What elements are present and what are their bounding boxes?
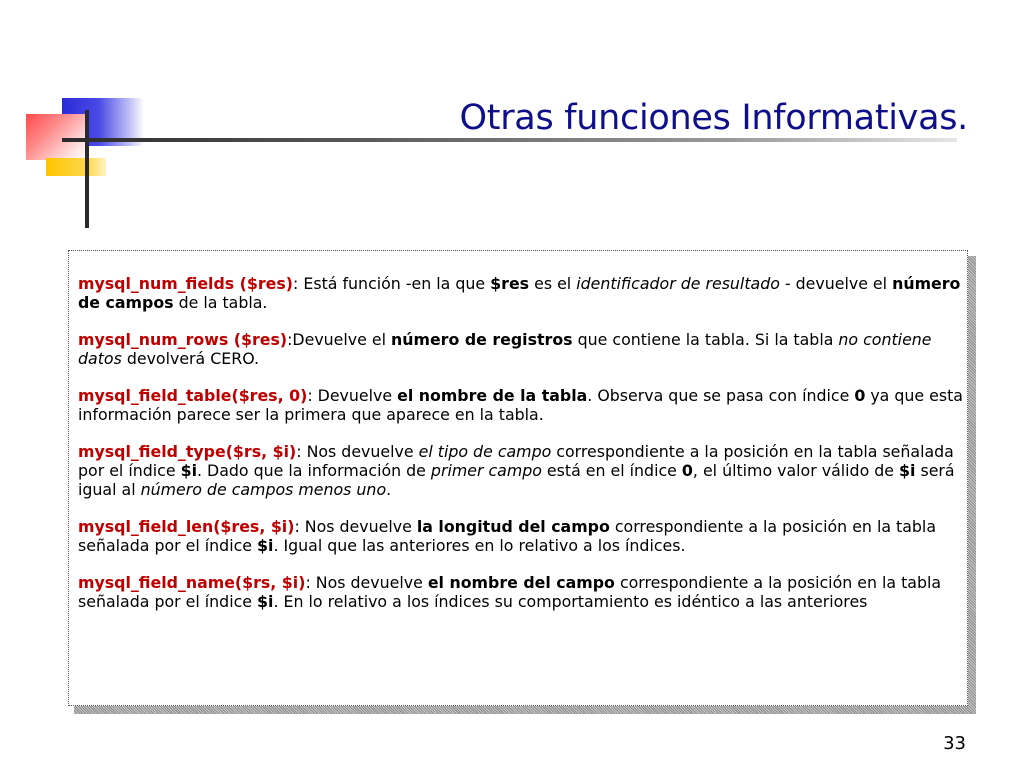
- italic-span: no contiene datos: [78, 330, 932, 368]
- function-name: mysql_field_table($res, 0): [78, 386, 308, 405]
- text-span: . Igual que las anteriores en lo relativo a los índices.: [273, 536, 686, 555]
- text-span: devolverá CERO.: [121, 349, 260, 368]
- bold-span: $i: [257, 592, 274, 611]
- text-span: : Está función -en la que: [293, 274, 491, 293]
- text-span: es el: [529, 274, 577, 293]
- bold-span: el nombre del campo: [427, 573, 615, 592]
- text-span: correspondiente a la posición en la tabla señalada por el índice: [78, 517, 937, 555]
- function-name: mysql_field_name($rs, $i): [78, 573, 306, 592]
- text-span: . En lo relativo a los índices su comportamiento es idéntico a las anteriores: [273, 592, 868, 611]
- paragraph-mysql-field-table: [78, 386, 964, 424]
- decor-red-square: [26, 114, 86, 160]
- italic-span: primer campo: [430, 461, 542, 480]
- title-underline: [62, 138, 957, 142]
- paragraph-mysql-field-len: [78, 517, 964, 555]
- text-span: será igual al: [78, 461, 955, 499]
- decor-vertical-line: [85, 110, 89, 228]
- text-span: está en el índice: [541, 461, 682, 480]
- bold-span: $res: [490, 274, 530, 293]
- bold-span: $i: [257, 536, 274, 555]
- function-name: mysql_field_type($rs, $i): [78, 442, 297, 461]
- function-name: mysql_field_len($res, $i): [78, 517, 295, 536]
- italic-span: número de campos menos uno: [140, 480, 387, 499]
- function-name: mysql_num_fields ($res): [78, 274, 294, 293]
- text-span: de la tabla.: [173, 293, 268, 312]
- italic-span: el tipo de campo: [418, 442, 552, 461]
- function-name: mysql_num_rows ($res): [78, 330, 288, 349]
- text-span: correspondiente a la posición en la tabla señalada por el índice: [78, 442, 954, 480]
- bold-span: 0: [681, 461, 693, 480]
- page-number: 33: [943, 733, 966, 754]
- slide-title: Otras funciones Informativas.: [459, 98, 968, 138]
- text-span: . Observa que se pasa con índice: [587, 386, 855, 405]
- paragraph-mysql-field-name: [78, 573, 964, 611]
- paragraph-mysql-num-fields: [78, 274, 964, 312]
- bold-span: 0: [854, 386, 866, 405]
- italic-span: identificador de resultado: [576, 274, 780, 293]
- text-span: :Devuelve el: [287, 330, 392, 349]
- text-span: .: [386, 480, 392, 499]
- text-span: que contiene la tabla. Si la tabla: [572, 330, 839, 349]
- bold-span: el nombre de la tabla: [397, 386, 588, 405]
- text-span: , el último valor válido de: [692, 461, 900, 480]
- text-span: : Nos devuelve: [305, 573, 428, 592]
- content-text: [78, 274, 964, 629]
- text-span: correspondiente a la posición en la tabla señalada por el índice: [78, 573, 942, 611]
- bold-span: número de registros: [391, 330, 573, 349]
- bold-span: número de campos: [78, 274, 961, 312]
- paragraph-mysql-field-type: [78, 442, 964, 499]
- text-span: - devuelve el: [779, 274, 893, 293]
- paragraph-mysql-num-rows: [78, 330, 964, 368]
- bold-span: la longitud del campo: [416, 517, 610, 536]
- text-span: . Dado que la información de: [197, 461, 431, 480]
- text-span: ya que esta información parece ser la primera que aparece en la tabla.: [78, 386, 963, 424]
- bold-span: $i: [899, 461, 916, 480]
- text-span: : Nos devuelve: [296, 442, 419, 461]
- decor-yellow-bar: [46, 158, 106, 176]
- bold-span: $i: [180, 461, 197, 480]
- text-span: : Devuelve: [307, 386, 398, 405]
- text-span: : Nos devuelve: [294, 517, 417, 536]
